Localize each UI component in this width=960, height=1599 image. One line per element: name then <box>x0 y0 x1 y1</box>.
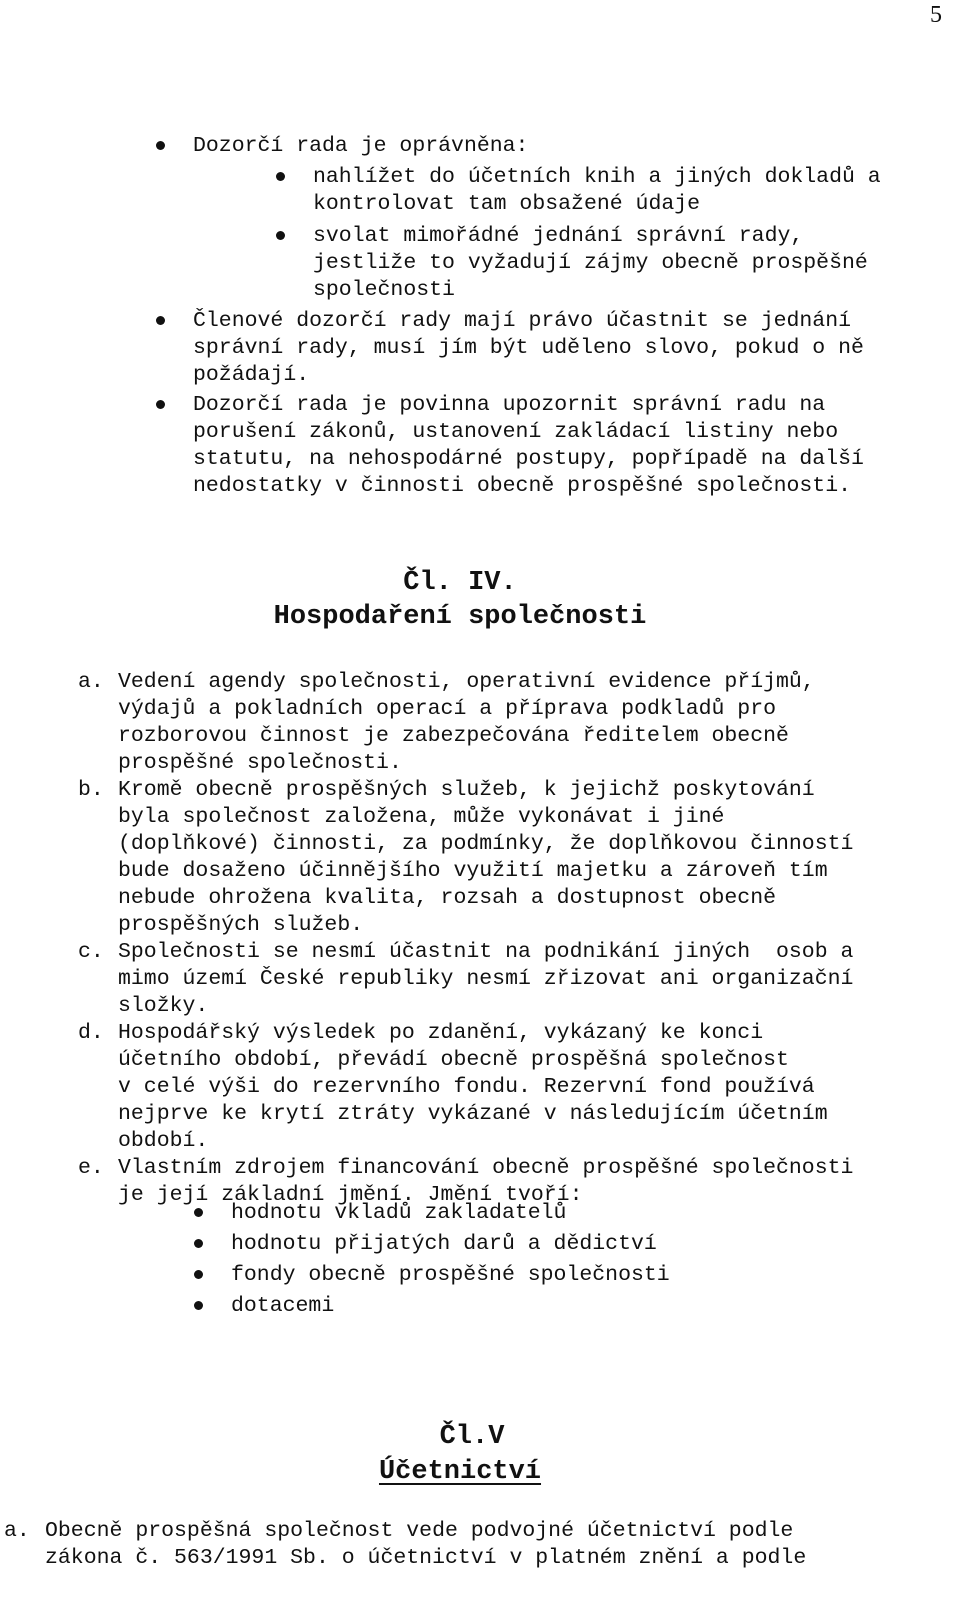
asset-item <box>231 1200 566 1227</box>
paragraph-line: zákona č. 563/1991 Sb. o účetnictví v platném znění a podle <box>45 1546 807 1570</box>
paragraph-line: byla společnost založena, může vykonávat i jiné <box>118 805 725 829</box>
paragraph-line: jestliže to vyžadují zájmy obecně prospěšné <box>313 251 868 275</box>
paragraph-line: prospěšných služeb. <box>118 913 364 937</box>
sub-list-item <box>313 164 881 218</box>
bullet-dot <box>156 316 165 325</box>
list-item <box>45 1518 806 1572</box>
supervisory-board-rights <box>193 133 528 160</box>
paragraph-line: kontrolovat tam obsažené údaje <box>313 192 701 216</box>
paragraph-line: prospěšné společnosti. <box>118 751 402 775</box>
paragraph-line: Obecně prospěšná společnost vede podvojné účetnictví podle <box>45 1519 794 1543</box>
paragraph-line: porušení zákonů, ustanovení zakládací listiny nebo <box>193 420 839 444</box>
paragraph-line: společnosti <box>313 278 455 302</box>
paragraph-line: rozborovou činnost je zabezpečována ředitelem obecně <box>118 724 789 748</box>
paragraph-line: fondy obecně prospěšné společnosti <box>231 1263 670 1287</box>
bullet-dot <box>194 1270 203 1279</box>
article-number: Čl.V <box>439 1422 505 1452</box>
paragraph-line: správní rady, musí jím být uděleno slovo, pokud o ně <box>193 336 864 360</box>
list-item <box>118 1020 828 1155</box>
asset-item <box>231 1293 334 1320</box>
paragraph-line: (doplňkové) činnosti, za podmínky, že doplňkovou činností <box>118 832 854 856</box>
paragraph-line: složky. <box>118 994 209 1018</box>
paragraph-line: je její základní jmění. Jmění tvoří: <box>118 1183 583 1207</box>
paragraph-line: Vlastním zdrojem financování obecně prospěšné společnosti <box>118 1156 854 1180</box>
list-item <box>193 308 864 389</box>
item-marker: e. <box>78 1156 104 1180</box>
paragraph-line: svolat mimořádné jednání správní rady, <box>313 224 804 248</box>
item-marker: c. <box>78 940 104 964</box>
paragraph-line: hodnotu přijatých darů a dědictví <box>231 1232 657 1256</box>
bullet-dot <box>194 1301 203 1310</box>
item-marker: a. <box>4 1519 30 1543</box>
list-item <box>118 939 853 1020</box>
article-title: Účetnictví <box>378 1457 542 1487</box>
asset-item <box>231 1231 657 1258</box>
item-marker: b. <box>78 778 104 802</box>
list-item <box>118 669 815 777</box>
page-number: 5 <box>930 2 942 28</box>
paragraph-line: účetního období, převádí obecně prospěšná společnost <box>118 1048 789 1072</box>
paragraph-line: požádají. <box>193 363 310 387</box>
paragraph-line: Vedení agendy společnosti, operativní evidence příjmů, <box>118 670 815 694</box>
item-marker: d. <box>78 1021 104 1045</box>
paragraph-line: hodnotu vkladů zakladatelů <box>231 1201 567 1225</box>
article-number: Čl. IV. <box>403 568 517 598</box>
list-item <box>118 777 853 939</box>
paragraph-line: Dozorčí rada je oprávněna: <box>193 134 529 158</box>
paragraph-line: období. <box>118 1129 209 1153</box>
paragraph-line: bude dosaženo účinnějšího využití majetku a zároveň tím <box>118 859 828 883</box>
bullet-dot <box>276 172 285 181</box>
article-title: Hospodaření společnosti <box>273 602 647 632</box>
paragraph-line: dotacemi <box>231 1294 335 1318</box>
bullet-dot <box>276 231 285 240</box>
list-item <box>193 392 864 500</box>
paragraph-line: Kromě obecně prospěšných služeb, k jejichž poskytování <box>118 778 815 802</box>
paragraph-line: Dozorčí rada je povinna upozornit správní radu na <box>193 393 826 417</box>
bullet-dot <box>156 141 165 150</box>
paragraph-line: mimo území České republiky nesmí zřizovat ani organizační <box>118 967 854 991</box>
paragraph-line: v celé výši do rezervního fondu. Rezervní fond používá <box>118 1075 815 1099</box>
paragraph-line: Společnosti se nesmí účastnit na podnikání jiných osob a <box>118 940 854 964</box>
bullet-dot <box>194 1239 203 1248</box>
paragraph-line: výdajů a pokladních operací a příprava podkladů pro <box>118 697 777 721</box>
paragraph-line: nahlížet do účetních knih a jiných dokladů a <box>313 165 881 189</box>
paragraph-line: statutu, na nehospodárné postupy, popřípadě na další <box>193 447 864 471</box>
asset-item <box>231 1262 670 1289</box>
bullet-dot <box>194 1208 203 1217</box>
paragraph-line: Členové dozorčí rady mají právo účastnit se jednání <box>193 309 852 333</box>
paragraph-line: Hospodářský výsledek po zdanění, vykázaný ke konci <box>118 1021 764 1045</box>
paragraph-line: nebude ohrožena kvalita, rozsah a dostupnost obecně <box>118 886 777 910</box>
item-marker: a. <box>78 670 104 694</box>
paragraph-line: nedostatky v činnosti obecně prospěšné společnosti. <box>193 474 852 498</box>
paragraph-line: nejprve ke krytí ztráty vykázané v následujícím účetním <box>118 1102 828 1126</box>
bullet-dot <box>156 400 165 409</box>
sub-list-item <box>313 223 868 304</box>
